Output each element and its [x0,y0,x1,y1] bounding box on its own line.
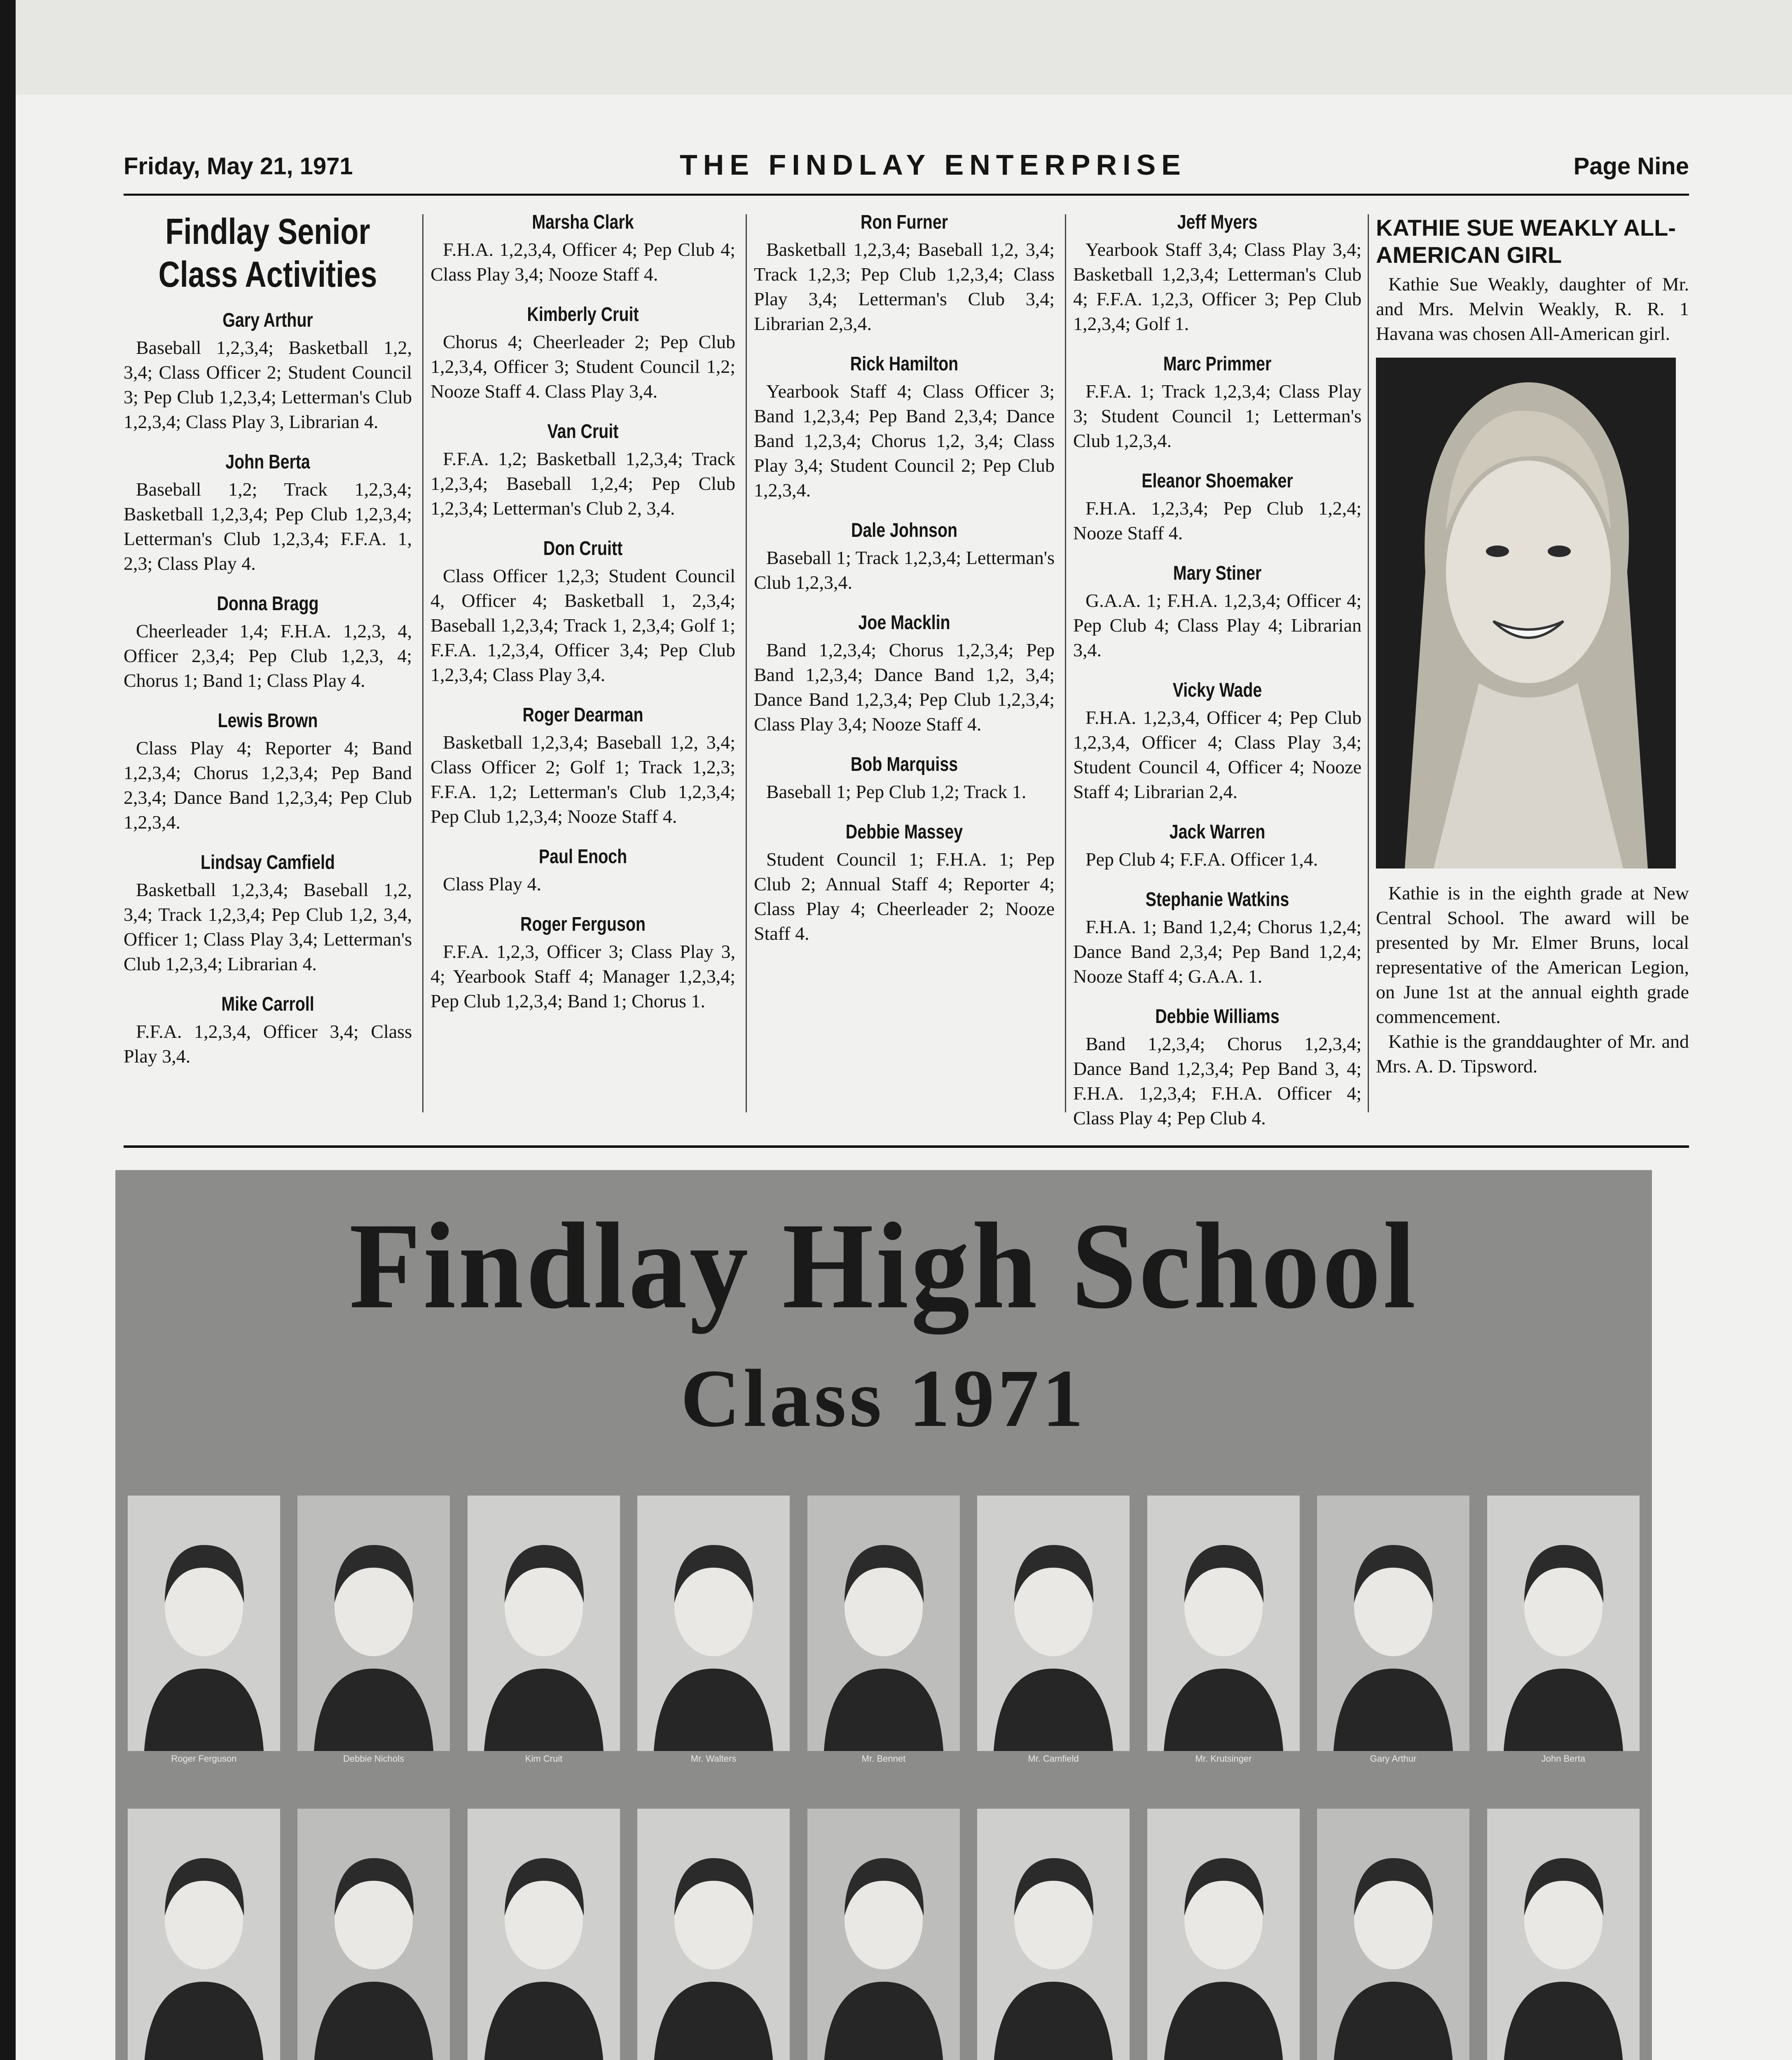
portrait-silhouette-icon [1317,1809,1469,2060]
student-name: Mike Carroll [221,993,314,1015]
newspaper-title: THE FINDLAY ENTERPRISE [680,149,1186,181]
activity-text: F.F.A. 1,2,3, Officer 3; Class Play 3, 4; Yearbook Staff 4; Manager 1,2,3,4; Pep Club 1,2,3,4; Band 1; Chorus 1. [430,941,735,1011]
activity-text: Yearbook Staff 3,4; Class Play 3,4; Basketball 1,2,3,4; Letterman's Club 4; F.F.A. 1,2,3, Officer 3; Pep Club 1,2,3,4; Golf 1. [1073,239,1362,334]
article-column-2 [430,210,735,1029]
student-name: Lindsay Camfield [201,852,335,873]
portrait-cell [468,1809,620,2060]
activity-text: Class Officer 1,2,3; Student Council 4, Officer 4; Basketball 1, 2,3,4; Baseball 1,2,3,4; Track 1, 2,3,4; Golf 1; F.F.A. 1,2,3,4, Officer 3,4; Pep Club 1,2,3,4; Class Play 3,4. [430,565,735,685]
student-name: Vicky Wade [1172,679,1262,701]
story-headline: KATHIE SUE WEAKLY ALL-AMERICAN GIRL [1376,215,1676,268]
activity-text: Band 1,2,3,4; Chorus 1,2,3,4; Dance Band 1,2,3,4; Pep Band 3, 4; F.H.A. 1,2,3,4; F.H.A. Officer 4; Class Play 4; Pep Club 4. [1073,1033,1362,1128]
portrait-photo [977,1496,1130,1751]
portrait-silhouette-icon [1147,1809,1300,2060]
portrait-photo [297,1496,450,1751]
activity-text: F.F.A. 1,2; Basketball 1,2,3,4; Track 1,2,3,4; Baseball 1,2,4; Pep Club 1,2,3,4; Letterman's Club 2, 3,4. [430,448,735,519]
portrait-silhouette-icon [468,1809,620,2060]
portrait-silhouette-icon [807,1496,960,1751]
portrait-photo [637,1809,790,2060]
kathie-portrait-photo [1376,358,1676,868]
student-name: Jeff Myers [1177,211,1258,233]
student-name: Dale Johnson [851,520,958,541]
activity-entry [1073,561,1362,662]
portrait-photo [637,1496,790,1751]
portrait-row-second [128,1809,1640,2060]
activity-text: F.H.A. 1,2,3,4, Officer 4; Pep Club 4; Class Play 3,4; Nooze Staff 4. [430,239,735,285]
activity-entry [1073,469,1362,545]
activity-text: Band 1,2,3,4; Chorus 1,2,3,4; Pep Band 1,2,3,4; Dance Band 1,2, 3,4; Dance Band 1,2,3,4; Pep Club 1,2,3,4; Class Play 3,4; Nooze Staff 4. [754,639,1055,735]
portrait-photo [468,1809,620,2060]
activity-entry [754,752,1055,804]
portrait-cell [807,1496,960,1763]
portrait-illustration [1376,358,1676,868]
portrait-cell [1317,1809,1469,2060]
portrait-photo [1317,1496,1469,1751]
composite-subtitle: Class 1971 [681,1353,1087,1444]
activity-text: Basketball 1,2,3,4; Baseball 1,2, 3,4; Track 1,2,3; Pep Club 1,2,3,4; Class Play 3,4; Letterman's Club 3,4; Librarian 2,3,4. [754,239,1055,334]
activity-text: Baseball 1,2; Track 1,2,3,4; Basketball 1,2,3,4; Pep Club 1,2,3,4; Letterman's Club 1,2,3,4; F.F.A. 1, 2,3; Class Play 4. [124,479,412,574]
activity-entry [1073,678,1362,804]
portrait-photo [128,1809,280,2060]
activity-entry [430,302,735,404]
portrait-cell [1147,1496,1300,1763]
portrait-silhouette-icon [297,1496,450,1751]
portrait-cell [637,1809,790,2060]
issue-date: Friday, May 21, 1971 [124,153,353,180]
activity-entry [124,992,412,1069]
student-name: Ron Furner [860,211,948,233]
column-rule [422,214,423,1112]
portrait-silhouette-icon [1317,1496,1469,1751]
section-rule [124,1145,1689,1148]
activity-entry [754,518,1055,595]
portrait-silhouette-icon [977,1809,1130,2060]
portrait-label: Mr. Walters [690,1753,737,1764]
portrait-cell [637,1496,790,1763]
student-name: Rick Hamilton [850,353,959,375]
portrait-cell [1317,1496,1469,1763]
column-rule [746,214,747,1112]
activity-entry [430,536,735,687]
activity-text: F.F.A. 1; Track 1,2,3,4; Class Play 3; Student Council 1; Letterman's Club 1,2,3,4. [1073,381,1362,451]
student-name: Bob Marquiss [850,754,958,775]
class-composite-photo [115,1170,1652,2060]
masthead [124,140,1689,190]
portrait-label: Mr. Krutsinger [1195,1753,1252,1764]
activity-entry [1073,887,1362,989]
portrait-silhouette-icon [1147,1496,1300,1751]
student-name: Gary Arthur [222,309,313,331]
portrait-cell [297,1809,450,2060]
activity-entry [754,820,1055,946]
activity-text: F.H.A. 1,2,3,4, Officer 4; Pep Club 1,2,3,4, Officer 4; Class Play 3,4; Student Council 4, Officer 4; Nooze Staff 4; Librarian 2,4. [1073,707,1362,802]
portrait-photo [297,1809,450,2060]
student-name: Eleanor Shoemaker [1142,470,1293,492]
portrait-photo [807,1496,960,1751]
student-name: Mary Stiner [1173,562,1262,584]
student-name: John Berta [225,451,310,473]
activity-entry [124,450,412,576]
article-column-3 [754,210,1055,962]
activity-entry [754,611,1055,737]
student-name: Don Cruitt [543,538,623,559]
portrait-cell [1147,1809,1300,2060]
portrait-label: Kim Cruit [525,1753,563,1764]
activity-text: Cheerleader 1,4; F.H.A. 1,2,3, 4, Officer 2,3,4; Pep Club 1,2,3, 4; Chorus 1; Band 1; Class Play 4. [124,620,412,691]
article-headline: Findlay Senior Class Activities [158,211,377,295]
student-name: Van Cruit [547,421,619,442]
activity-entry [754,352,1055,503]
portrait-cell [297,1496,450,1763]
activity-text: Baseball 1; Pep Club 1,2; Track 1. [766,781,1027,802]
activity-entry [124,709,412,835]
column-rule [1368,214,1369,1112]
portrait-label: Gary Arthur [1370,1753,1417,1764]
portrait-silhouette-icon [637,1809,790,2060]
student-name: Debbie Massey [845,821,963,843]
activity-entry [124,308,412,434]
portrait-cell [1487,1809,1640,2060]
page-number: Page Nine [1573,153,1689,180]
student-name: Jack Warren [1169,821,1266,843]
portrait-photo [977,1809,1130,2060]
composite-title: Findlay High School [349,1197,1418,1334]
portrait-silhouette-icon [977,1496,1130,1751]
portrait-silhouette-icon [807,1809,960,2060]
activity-text: Basketball 1,2,3,4; Baseball 1,2, 3,4; Class Officer 2; Golf 1; Track 1,2,3; F.F.A. 1,2; Letterman's Club 1,2,3,4; Pep Club 1,2,3,4; Nooze Staff 4. [430,732,735,827]
activity-text: F.H.A. 1; Band 1,2,4; Chorus 1,2,4; Dance Band 2,3,4; Pep Band 1,2,4; Nooze Staff 4; G.A.A. 1. [1073,916,1362,987]
story-intro: Kathie Sue Weakly, daughter of Mr. and Mrs. Melvin Weakly, R. R. 1 Havana was chosen All-American girl. [1376,274,1689,344]
portrait-label: John Berta [1541,1753,1586,1764]
portrait-silhouette-icon [128,1496,280,1751]
activity-text: Class Play 4; Reporter 4; Band 1,2,3,4; Chorus 1,2,3,4; Pep Band 2,3,4; Dance Band 1,2,3,4; Pep Club 1,2,3,4. [124,737,412,833]
story-paragraph-2: Kathie is the granddaughter of Mr. and Mrs. A. D. Tipsword. [1376,1031,1689,1077]
portrait-silhouette-icon [128,1809,280,2060]
portrait-grid [128,1496,1640,2060]
activity-text: G.A.A. 1; F.H.A. 1,2,3,4; Officer 4; Pep Club 4; Class Play 4; Librarian 3,4. [1073,590,1362,660]
activity-text: Basketball 1,2,3,4; Baseball 1,2, 3,4; Track 1,2,3,4; Pep Club 1,2, 3,4, Officer 1; Class Play 3,4; Letterman's Club 1,2,3,4; Librarian 4. [124,879,412,974]
activity-entry [1073,352,1362,453]
activity-entry [124,850,412,976]
portrait-label: Mr. Camfield [1028,1753,1079,1764]
activity-text: Baseball 1,2,3,4; Basketball 1,2, 3,4; Class Officer 2; Student Council 3; Pep Club 1,2,3,4; Letterman's Club 1,2,3,4; Class Play 3, Librarian 4. [124,337,412,432]
portrait-silhouette-icon [297,1809,450,2060]
portrait-photo [468,1496,620,1751]
portrait-row-top [128,1496,1640,1784]
student-name: Paul Enoch [538,846,627,868]
portrait-cell [1487,1496,1640,1763]
student-name: Stephanie Watkins [1145,889,1289,911]
portrait-silhouette-icon [637,1496,790,1751]
activity-entry [430,912,735,1014]
portrait-photo [807,1809,960,2060]
portrait-photo [128,1496,280,1751]
student-name: Marc Primmer [1163,353,1272,375]
student-name: Joe Macklin [858,612,950,634]
portrait-photo [1147,1496,1300,1751]
student-name: Kimberly Cruit [527,304,639,325]
portrait-photo [1147,1809,1300,2060]
all-american-girl-story [1376,214,1689,1079]
student-name: Roger Dearman [522,704,643,726]
activity-entry [124,592,412,693]
portrait-silhouette-icon [1487,1496,1640,1751]
activity-text: F.F.A. 1,2,3,4, Officer 3,4; Class Play 3,4. [124,1021,412,1067]
portrait-photo [1487,1809,1640,2060]
student-name: Lewis Brown [218,710,318,732]
activity-entry [430,703,735,829]
masthead-rule [124,194,1689,196]
portrait-silhouette-icon [468,1496,620,1751]
activity-text: Baseball 1; Track 1,2,3,4; Letterman's Club 1,2,3,4. [754,547,1055,593]
student-name: Debbie Williams [1155,1006,1280,1028]
activity-text: Yearbook Staff 4; Class Officer 3; Band 1,2,3,4; Pep Band 2,3,4; Dance Band 1,2,3,4; Chorus 1,2, 3,4; Class Play 3,4; Student Council 2; Pep Club 1,2,3,4. [754,381,1055,501]
activity-entry [1073,210,1362,336]
portrait-label: Roger Ferguson [171,1753,237,1764]
activity-text: Pep Club 4; F.F.A. Officer 1,4. [1085,849,1318,870]
activity-entry [1073,820,1362,872]
portrait-cell [807,1809,960,2060]
activity-text: Class Play 4. [443,873,541,894]
portrait-cell [977,1496,1130,1763]
student-name: Marsha Clark [532,211,634,233]
portrait-cell [128,1496,280,1763]
column-rule [1065,214,1066,1112]
portrait-cell [977,1809,1130,2060]
activity-text: Chorus 4; Cheerleader 2; Pep Club 1,2,3,4, Officer 3; Student Council 1,2; Nooze Staff 4. Class Play 3,4. [430,331,735,402]
activity-entry [430,419,735,521]
story-paragraph-1: Kathie is in the eighth grade at New Central School. The award will be presented by Mr. Elmer Bruns, local representative of the American Legion, on June 1st at the annual eighth grade commencement. [1376,883,1689,1027]
portrait-photo [1317,1809,1469,2060]
portrait-photo [1487,1496,1640,1751]
activity-entry [430,210,735,287]
activity-entry [1073,1004,1362,1131]
student-name: Roger Ferguson [520,913,646,935]
portrait-cell [468,1496,620,1763]
portrait-silhouette-icon [1487,1809,1640,2060]
portrait-label: Debbie Nichols [343,1753,404,1764]
scan-left-border [0,0,16,2060]
activity-text: Student Council 1; F.H.A. 1; Pep Club 2; Annual Staff 4; Reporter 4; Class Play 4; Cheerleader 2; Nooze Staff 4. [754,849,1055,944]
scan-top-margin [0,0,1792,95]
portrait-cell [128,1809,280,2060]
article-column-4 [1073,210,1362,1146]
activity-entry [430,845,735,897]
portrait-label: Mr. Bennet [861,1753,906,1764]
student-name: Donna Bragg [217,593,319,615]
activity-entry [754,210,1055,336]
activity-text: F.H.A. 1,2,3,4; Pep Club 1,2,4; Nooze Staff 4. [1073,498,1362,543]
article-column-1 [124,210,412,1084]
